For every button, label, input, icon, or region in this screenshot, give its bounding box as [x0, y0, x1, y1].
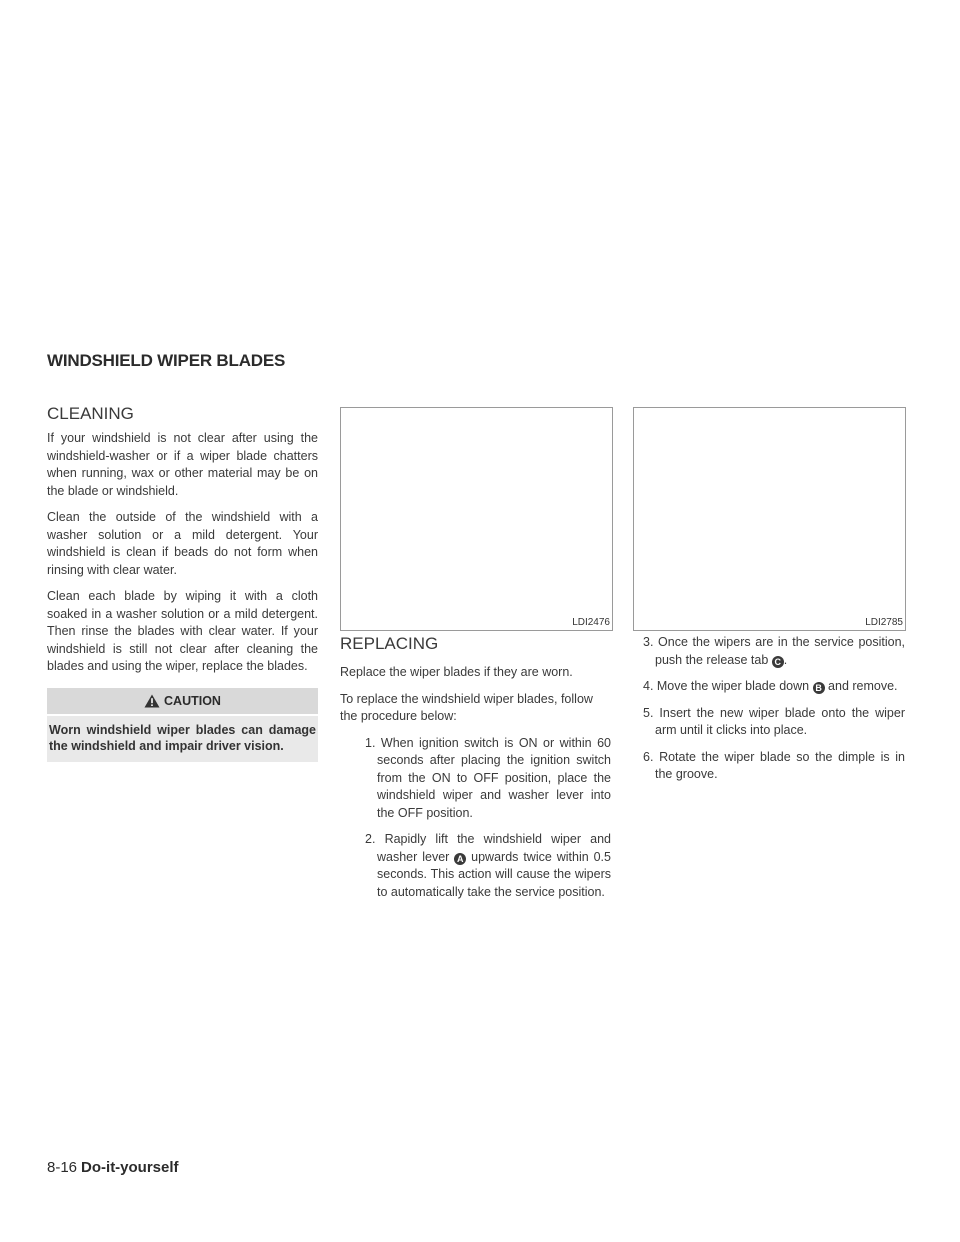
- step-4-text-a: 4. Move the wiper blade down: [643, 679, 810, 693]
- cleaning-column: [47, 404, 318, 762]
- warning-icon: [144, 694, 160, 708]
- cleaning-paragraph-3: Clean each blade by wiping it with a cloth soaked in a washer solution or a mild detergent. Then rinse the blades with clear water. If your windshield is still not clear after cleaning the blades and using the wiper, replace the blades.: [47, 589, 318, 673]
- cleaning-paragraph-1: If your windshield is not clear after using the windshield-washer or if a wiper blade chatters when running, wax or other material may be on the blade or windshield.: [47, 431, 318, 498]
- step-6: 6. Rotate the wiper blade so the dimple is in the groove.: [643, 749, 905, 781]
- figure-label-1: LDI2476: [572, 617, 610, 628]
- footer-section: Do-it-yourself: [81, 1159, 179, 1176]
- caution-box: [47, 716, 318, 762]
- caution-label: CAUTION: [164, 693, 221, 708]
- step-2: [340, 831, 611, 901]
- marker-b-icon: B: [813, 682, 825, 694]
- step-2-text-a: 2. Rapidly lift the windshield wiper and washer lever: [365, 832, 611, 864]
- step-2-text-b: upwards twice within 0.5 seconds. This action will cause the wipers to automatically take the service position.: [377, 849, 611, 899]
- caution-text: Worn windshield wiper blades can damage the windshield and impair driver vision.: [49, 722, 316, 753]
- step-4-text-b: and remove.: [828, 679, 898, 693]
- page-number: 8-16: [47, 1159, 78, 1176]
- step-3-text-b: .: [783, 652, 788, 667]
- step-1: 1. When ignition switch is ON or within 60 seconds after placing the ignition switch from the ON to OFF position, place the windshield wiper and washer lever into the OFF position.: [365, 735, 611, 820]
- replacing-column-continued: [633, 634, 905, 793]
- page-footer: [47, 1159, 179, 1176]
- replacing-paragraph-1: Replace the wiper blades if they are worn.: [340, 665, 573, 679]
- figure-wiper-lever: [340, 407, 613, 631]
- step-5: 5. Insert the new wiper blade onto the wiper arm until it clicks into place.: [643, 705, 905, 737]
- replacing-column: [340, 634, 611, 910]
- step-3-text-a: 3. Once the wipers are in the service position, push the release tab: [643, 635, 905, 667]
- replacing-steps-continued: [633, 634, 905, 784]
- step-4: [633, 678, 905, 696]
- figure-label-2: LDI2785: [865, 617, 903, 628]
- caution-header: [47, 688, 318, 714]
- cleaning-title: CLEANING: [47, 404, 134, 423]
- replacing-paragraph-2: To replace the windshield wiper blades, follow the procedure below:: [340, 691, 593, 723]
- replacing-title: REPLACING: [340, 634, 439, 653]
- replacing-steps: [340, 735, 611, 902]
- cleaning-paragraph-2: Clean the outside of the windshield with a washer solution or a mild detergent. Your windshield is clean if beads do not form when rinsing with clear water.: [47, 510, 318, 577]
- step-3: [633, 634, 905, 669]
- section-heading: WINDSHIELD WIPER BLADES: [47, 351, 286, 370]
- marker-a-icon: A: [454, 853, 466, 865]
- marker-c-icon: C: [772, 656, 784, 668]
- figure-wiper-blade: [633, 407, 906, 631]
